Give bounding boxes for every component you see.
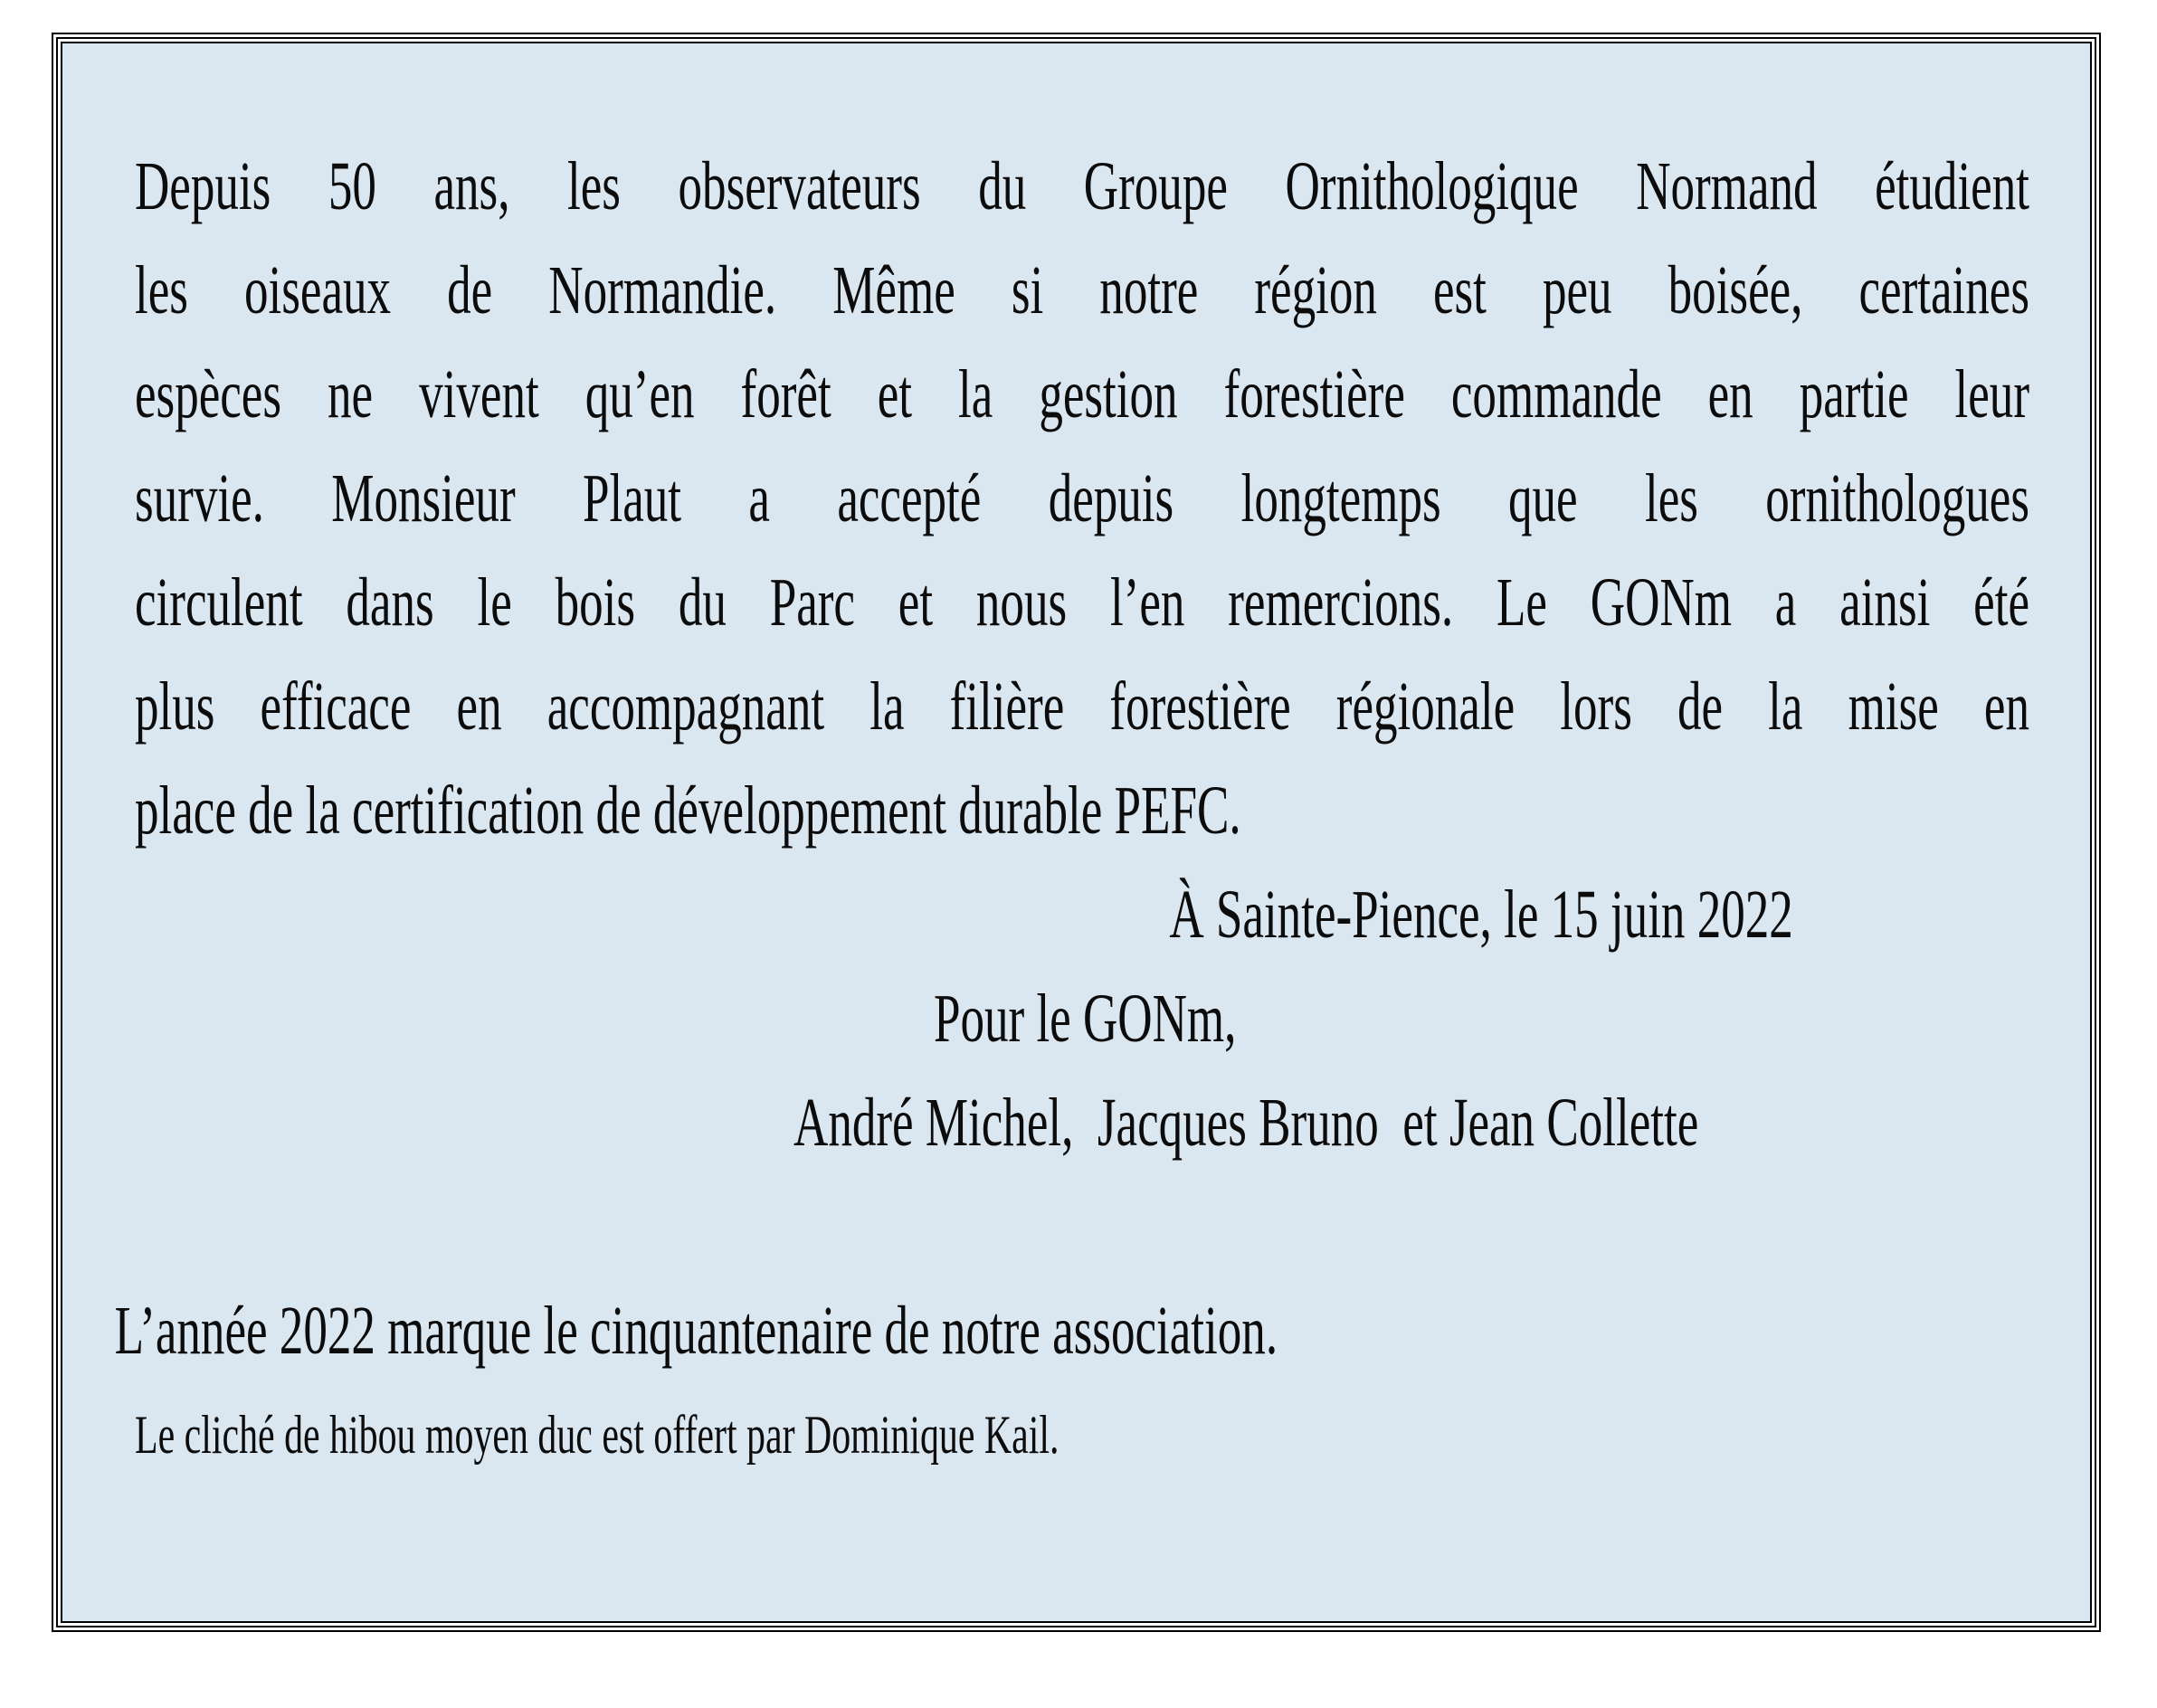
decorative-frame-middle: [56, 37, 2096, 1627]
letter-panel: [61, 42, 2092, 1623]
body-line-4: survie. Monsieur Plaut a accepté depuis longtemps que les ornithologues: [135, 460, 2029, 536]
letter-text-block: [114, 135, 2029, 1487]
body-line-2: les oiseaux de Normandie. Même si notre région est peu boisée, certaines: [135, 252, 2029, 328]
dateline: À Sainte-Pience, le 15 juin 2022: [1169, 877, 1793, 953]
spacer-line: [135, 1175, 2029, 1279]
photo-credit-note: Le cliché de hibou moyen duc est offert par Dominique Kail.: [135, 1405, 1059, 1465]
decorative-frame-outer: [52, 33, 2101, 1632]
signature-intro: Pour le GONm,: [933, 981, 1237, 1057]
body-line-1: Depuis 50 ans, les observateurs du Groupe Ornithologique Normand étudient: [135, 148, 2029, 224]
body-line-7: place de la certification de développement durable PEFC.: [135, 773, 1241, 849]
signatories: André Michel, Jacques Bruno et Jean Collette: [793, 1085, 1699, 1161]
body-line-3: espèces ne vivent qu’en forêt et la gestion forestière commande en partie leur: [135, 356, 2029, 432]
anniversary-note: L’année 2022 marque le cinquantenaire de notre association.: [114, 1293, 1278, 1369]
body-line-5: circulent dans le bois du Parc et nous l’en remercions. Le GONm a ainsi été: [135, 565, 2029, 640]
body-line-6: plus efficace en accompagnant la filière forestière régionale lors de la mise en: [135, 669, 2029, 745]
